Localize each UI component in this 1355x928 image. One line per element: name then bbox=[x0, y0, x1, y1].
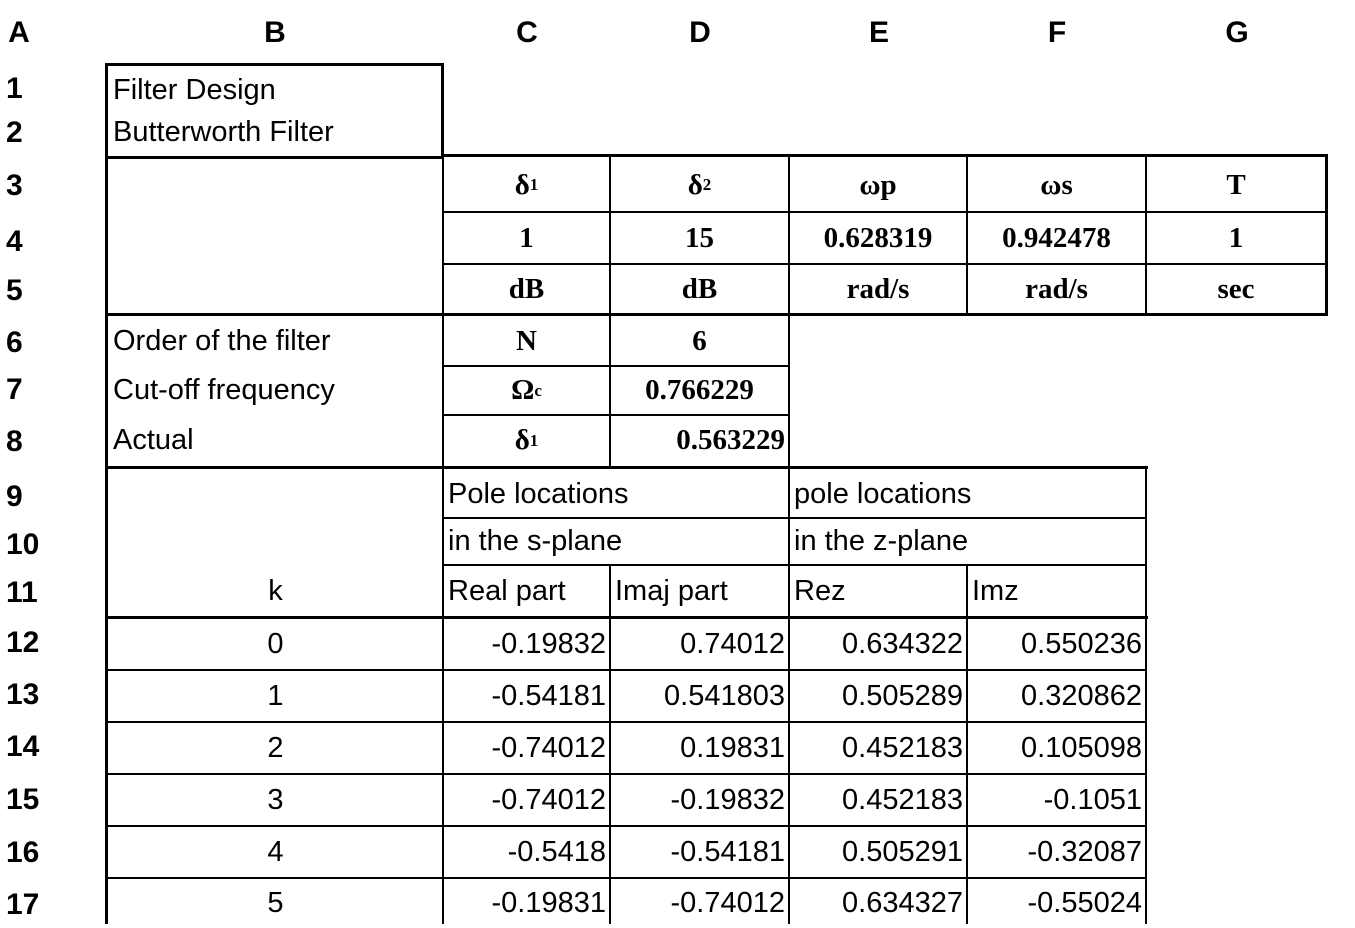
pole-imag: -0.74012 bbox=[670, 886, 785, 919]
actual-label: Actual bbox=[113, 424, 194, 456]
spec-value-delta1: 1 bbox=[519, 222, 534, 254]
z-plane-header-line-2: in the z-plane bbox=[794, 525, 969, 557]
pole-imz: -0.1051 bbox=[1043, 783, 1142, 816]
pole-real: -0.5418 bbox=[507, 835, 606, 868]
pole-real: -0.19831 bbox=[491, 886, 606, 919]
row-header-17: 17 bbox=[6, 888, 40, 921]
pole-imz: 0.320862 bbox=[1021, 679, 1142, 712]
order-label: Order of the filter bbox=[113, 324, 331, 357]
column-header-c: C bbox=[516, 16, 538, 49]
pole-real: -0.54181 bbox=[491, 679, 606, 712]
pole-rez: 0.505289 bbox=[842, 679, 963, 712]
pole-rez: 0.505291 bbox=[842, 835, 963, 868]
column-label-rez: Rez bbox=[794, 575, 846, 607]
spec-header-omega-s: ωs bbox=[1040, 168, 1073, 201]
pole-imag: -0.54181 bbox=[670, 835, 785, 868]
row-header-9: 9 bbox=[6, 480, 23, 513]
row-header-8: 8 bbox=[6, 425, 23, 458]
spec-header-delta1: δ 1 bbox=[514, 168, 539, 201]
pole-imz: 0.550236 bbox=[1021, 627, 1142, 660]
s-plane-header-line-1: Pole locations bbox=[448, 477, 629, 510]
pole-imag: -0.19832 bbox=[670, 783, 785, 816]
row-header-7: 7 bbox=[6, 373, 23, 406]
column-label-real-part: Real part bbox=[448, 575, 566, 607]
spec-value-omega-s: 0.942478 bbox=[1002, 222, 1111, 254]
column-label-imaj-part: Imaj part bbox=[615, 575, 728, 607]
actual-symbol: δ 1 bbox=[514, 424, 539, 456]
row-header-13: 13 bbox=[6, 678, 40, 711]
spec-header-omega-p: ωp bbox=[859, 168, 897, 201]
pole-rez: 0.634327 bbox=[842, 886, 963, 919]
pole-real: -0.19832 bbox=[491, 627, 606, 660]
pole-real: -0.74012 bbox=[491, 731, 606, 764]
spec-unit-omega-s: rad/s bbox=[1025, 272, 1088, 305]
row-header-16: 16 bbox=[6, 836, 40, 869]
row-header-15: 15 bbox=[6, 783, 40, 816]
spec-header-t: T bbox=[1226, 168, 1246, 201]
spec-header-delta2: δ 2 bbox=[687, 168, 712, 201]
column-header-a: A bbox=[8, 16, 30, 49]
column-header-d: D bbox=[689, 16, 711, 49]
pole-imag: 0.74012 bbox=[680, 627, 785, 660]
pole-imag: 0.19831 bbox=[680, 731, 785, 764]
spec-value-omega-p: 0.628319 bbox=[823, 222, 933, 254]
row-header-3: 3 bbox=[6, 169, 23, 202]
pole-rez: 0.452183 bbox=[842, 731, 963, 764]
pole-k: 2 bbox=[267, 731, 284, 764]
pole-imz: -0.55024 bbox=[1027, 886, 1142, 919]
spec-unit-omega-p: rad/s bbox=[846, 272, 910, 305]
actual-value: 0.563229 bbox=[676, 424, 785, 456]
order-value: 6 bbox=[692, 324, 707, 357]
column-header-b: B bbox=[264, 16, 286, 49]
spec-unit-delta1: dB bbox=[508, 272, 545, 305]
pole-k: 4 bbox=[267, 835, 284, 868]
column-header-g: G bbox=[1225, 16, 1249, 49]
pole-rez: 0.452183 bbox=[842, 783, 963, 816]
pole-imz: 0.105098 bbox=[1021, 731, 1142, 764]
row-header-2: 2 bbox=[6, 116, 23, 149]
pole-imz: -0.32087 bbox=[1027, 835, 1142, 868]
title-line-2: Butterworth Filter bbox=[113, 115, 334, 148]
row-header-10: 10 bbox=[6, 528, 40, 561]
column-header-f: F bbox=[1047, 16, 1067, 49]
cutoff-value: 0.766229 bbox=[645, 374, 754, 406]
row-header-1: 1 bbox=[6, 72, 23, 105]
s-plane-header-line-2: in the s-plane bbox=[448, 525, 623, 557]
cutoff-symbol: Ω c bbox=[511, 374, 542, 406]
row-header-11: 11 bbox=[6, 576, 38, 609]
pole-k: 0 bbox=[267, 627, 284, 660]
pole-k: 3 bbox=[267, 783, 284, 816]
row-header-4: 4 bbox=[6, 225, 23, 258]
spec-value-delta2: 15 bbox=[685, 222, 714, 254]
row-header-5: 5 bbox=[6, 274, 23, 307]
column-label-imz: Imz bbox=[972, 575, 1019, 607]
z-plane-header-line-1: pole locations bbox=[794, 477, 972, 510]
order-symbol: N bbox=[516, 324, 537, 357]
column-label-k: k bbox=[268, 575, 283, 607]
pole-rez: 0.634322 bbox=[842, 627, 963, 660]
row-header-14: 14 bbox=[6, 730, 40, 763]
spec-unit-t: sec bbox=[1217, 272, 1255, 305]
pole-k: 5 bbox=[267, 886, 284, 919]
row-header-12: 12 bbox=[6, 626, 40, 659]
title-line-1: Filter Design bbox=[113, 73, 276, 106]
pole-imag: 0.541803 bbox=[664, 679, 785, 712]
cutoff-label: Cut-off frequency bbox=[113, 374, 335, 406]
column-header-e: E bbox=[868, 16, 889, 49]
spec-value-t: 1 bbox=[1228, 222, 1244, 254]
pole-real: -0.74012 bbox=[491, 783, 606, 816]
row-header-6: 6 bbox=[6, 326, 23, 359]
spec-unit-delta2: dB bbox=[681, 272, 718, 305]
pole-k: 1 bbox=[267, 679, 284, 712]
